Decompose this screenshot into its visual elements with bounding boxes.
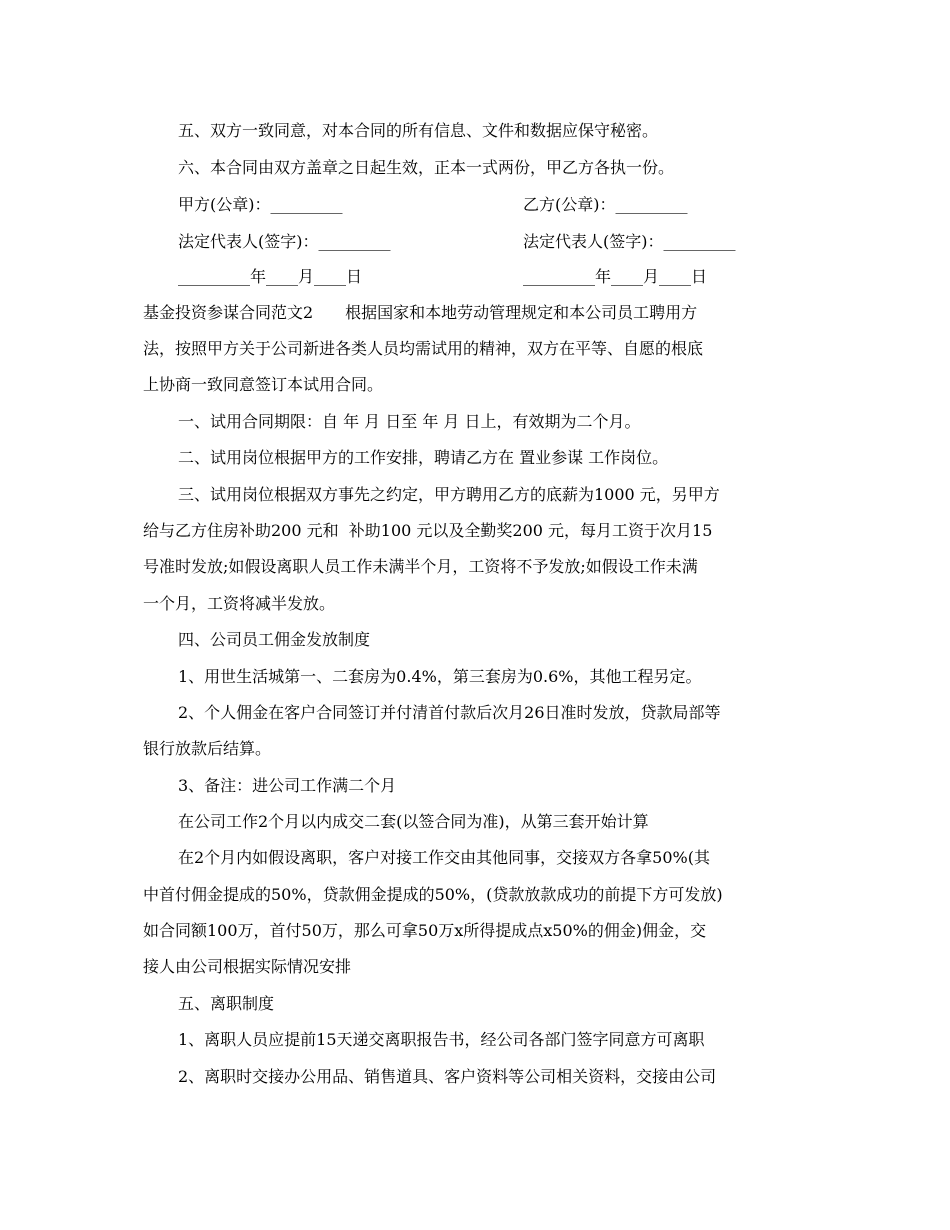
paragraph-line: 给与乙方住房补助200 元和 补助100 元以及全勤奖200 元，每月工资于次月15: [143, 521, 713, 540]
paragraph-line: 2、个人佣金在客户合同签订并付清首付款后次月26日准时发放，贷款局部等: [178, 703, 721, 722]
paragraph-line: 3、备注：进公司工作满二个月: [178, 776, 397, 795]
paragraph-line: 1、用世生活城第一、二套房为0.4%，第三套房为0.6%，其他工程另定。: [178, 667, 702, 686]
clause-effective: 六、本合同由双方盖章之日起生效，正本一式两份，甲乙方各执一份。: [178, 158, 675, 177]
party-a-representative: 法定代表人(签字)：_________: [178, 232, 391, 251]
paragraph-line: 在2个月内如假设离职，客户对接工作交由其他同事，交接双方各拿50%(其: [178, 848, 710, 867]
paragraph-line: 银行放款后结算。: [143, 739, 272, 758]
paragraph-line: 号准时发放;如假设离职人员工作未满半个月，工资将不予发放;如假设工作未满: [143, 557, 698, 576]
paragraph-line: 如合同额100万，首付50万，那么可拿50万x所得提成点x50%的佣金)佣金，交: [143, 921, 707, 940]
party-b-seal: 乙方(公章)：_________: [523, 195, 688, 214]
paragraph-line: 五、离职制度: [178, 994, 275, 1013]
paragraph-line: 三、试用岗位根据双方事先之约定，甲方聘用乙方的底薪为1000 元，另甲方: [178, 485, 720, 504]
paragraph-line: 一、试用合同期限：自 年 月 日至 年 月 日上，有效期为二个月。: [178, 412, 641, 431]
party-a-seal: 甲方(公章)：_________: [178, 195, 343, 214]
paragraph-line: 法，按照甲方关于公司新进各类人员均需试用的精神，双方在平等、自愿的根底: [143, 339, 704, 358]
section-title-line: 基金投资参谋合同范文2 根据国家和本地劳动管理规定和本公司员工聘用方: [143, 303, 698, 322]
paragraph-line: 1、离职人员应提前15天递交离职报告书，经公司各部门签字同意方可离职: [178, 1030, 705, 1049]
paragraph-line: 上协商一致同意签订本试用合同。: [143, 375, 384, 394]
paragraph-line: 一个月，工资将减半发放。: [143, 594, 336, 613]
paragraph-line: 中首付佣金提成的50%，贷款佣金提成的50%，(贷款放款成功的前提下方可发放): [143, 885, 723, 904]
paragraph-line: 四、公司员工佣金发放制度: [178, 630, 371, 649]
clause-confidentiality: 五、双方一致同意，对本合同的所有信息、文件和数据应保守秘密。: [178, 121, 659, 140]
paragraph-line: 2、离职时交接办公用品、销售道具、客户资料等公司相关资料，交接由公司: [178, 1067, 717, 1086]
paragraph-line: 接人由公司根据实际情况安排: [143, 957, 352, 976]
party-b-date: _________年____月____日: [523, 267, 708, 286]
party-a-date: _________年____月____日: [178, 267, 363, 286]
paragraph-line: 在公司工作2个月以内成交二套(以签合同为准)，从第三套开始计算: [178, 812, 649, 831]
party-b-representative: 法定代表人(签字)：_________: [523, 232, 736, 251]
paragraph-line: 二、试用岗位根据甲方的工作安排，聘请乙方在 置业参谋 工作岗位。: [178, 448, 669, 467]
